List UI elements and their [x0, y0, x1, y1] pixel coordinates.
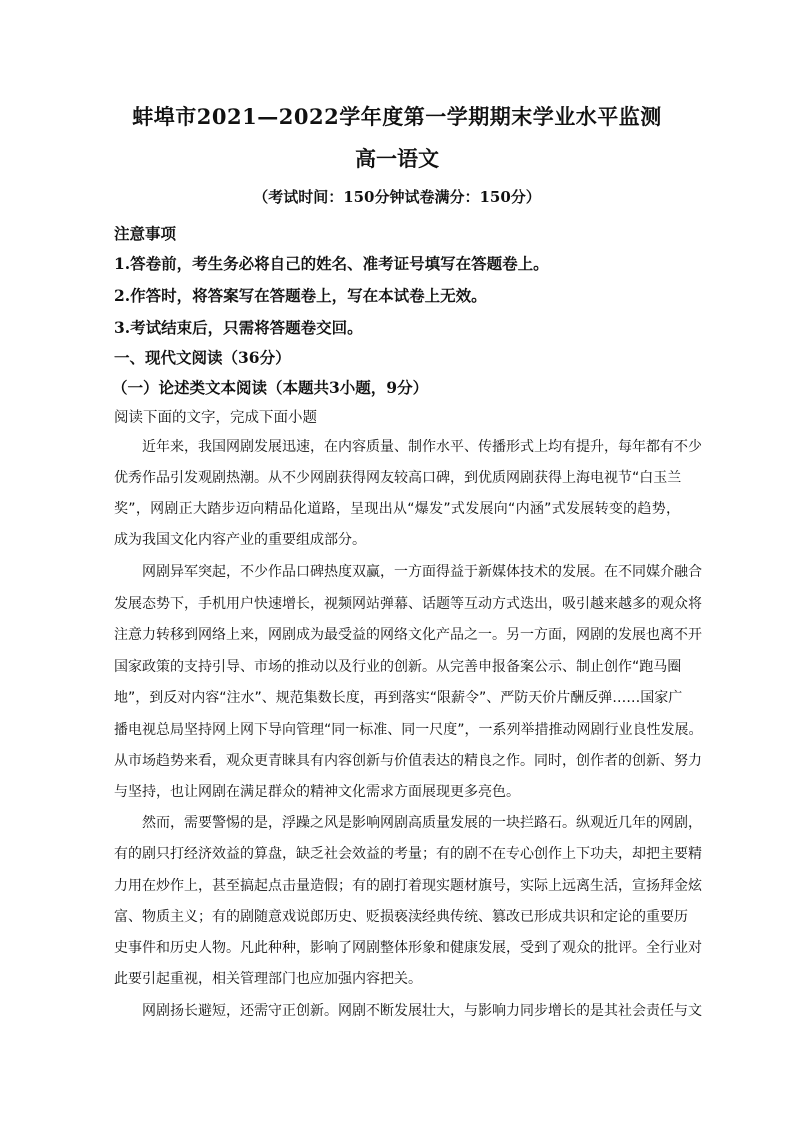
- notice-item: 3.考试结束后，只需将答题卷交回。: [114, 318, 363, 337]
- notice-item: 2.作答时，将答案写在答题卷上，写在本试卷上无效。: [114, 286, 487, 305]
- passage-line: 发展态势下，手机用户快速增长，视频网站弹幕、话题等互动方式迭出，吸引越来越多的观众将: [114, 596, 702, 612]
- passage-line: 富、物质主义；有的剧随意戏说郎历史、贬损亵渎经典传统、篡改已形成共识和定论的重要历: [114, 909, 688, 925]
- passage-line: 奖”，网剧正大踏步迈向精品化道路，呈现出从“爆发”式发展向“内涵”式发展转变的趋势，: [114, 501, 680, 517]
- passage-line: 注意力转移到网络上来，网剧成为最受益的网络文化产品之一。另一方面，网剧的发展也离不开: [114, 627, 702, 643]
- reading-instruction: 阅读下面的文字，完成下面小题: [114, 410, 317, 426]
- passage-line: 从市场趋势来看，观众更青睐具有内容创新与价值表达的精良之作。同时，创作者的创新、努力: [114, 753, 702, 769]
- passage-line: 有的剧只打经济效益的算盘，缺乏社会效益的考量；有的剧不在专心创作上下功夫，却把主要精: [114, 846, 702, 862]
- passage-line: 此要引起重视，相关管理部门也应加强内容把关。: [114, 971, 422, 987]
- exam-info: （考试时间：150分钟试卷满分：150分）: [253, 188, 541, 206]
- passage-line: 近年来，我国网剧发展迅速，在内容质量、制作水平、传播形式上均有提升，每年都有不少: [142, 439, 702, 455]
- passage-line: 国家政策的支持引导、市场的推动以及行业的创新。从完善申报备案公示、制止创作“跑马圈: [114, 659, 682, 675]
- passage-line: 成为我国文化内容产业的重要组成部分。: [114, 532, 366, 548]
- section-subheading: （一）论述类文本阅读（本题共3小题，9分）: [112, 378, 429, 397]
- section-heading: 一、现代文阅读（36分）: [114, 348, 291, 367]
- passage-line: 播电视总局坚持网上网下导向管理“同一标准、同一尺度”，一系列举措推动网剧行业良性发展。: [114, 722, 703, 738]
- notice-heading: 注意事项: [114, 224, 177, 243]
- passage-line: 力用在炒作上，甚至搞起点击量造假；有的剧打着现实题材旗号，实际上远离生活，宣扬拜金炫: [114, 878, 702, 894]
- passage-line: 地”，到反对内容“注水”、规范集数长度，再到落实“限薪令”、严防天价片酬反弹……国家广: [114, 690, 683, 706]
- passage-line: 优秀作品引发观剧热潮。从不少网剧获得网友较高口碑，到优质网剧获得上海电视节“白玉兰: [114, 470, 682, 486]
- notice-item: 1.答卷前，考生务必将自己的姓名、准考证号填写在答题卷上。: [114, 254, 549, 273]
- passage-line: 然而，需要警惕的是，浮躁之风是影响网剧高质量发展的一块拦路石。纵观近几年的网剧，: [142, 815, 702, 831]
- passage-line: 网剧扬长避短，还需守正创新。网剧不断发展壮大，与影响力同步增长的是其社会责任与文: [142, 1003, 702, 1019]
- passage-line: 史事件和历史人物。凡此种种，影响了网剧整体形象和健康发展，受到了观众的批评。全行业对: [114, 940, 702, 956]
- exam-title: 蚌埠市2021—2022学年度第一学期期末学业水平监测: [132, 104, 662, 129]
- passage-line: 网剧异军突起，不少作品口碑热度双赢，一方面得益于新媒体技术的发展。在不同媒介融合: [142, 564, 702, 580]
- exam-subject: 高一语文: [355, 146, 439, 171]
- passage-line: 与坚持，也让网剧在满足群众的精神文化需求方面展现更多亮色。: [114, 784, 520, 800]
